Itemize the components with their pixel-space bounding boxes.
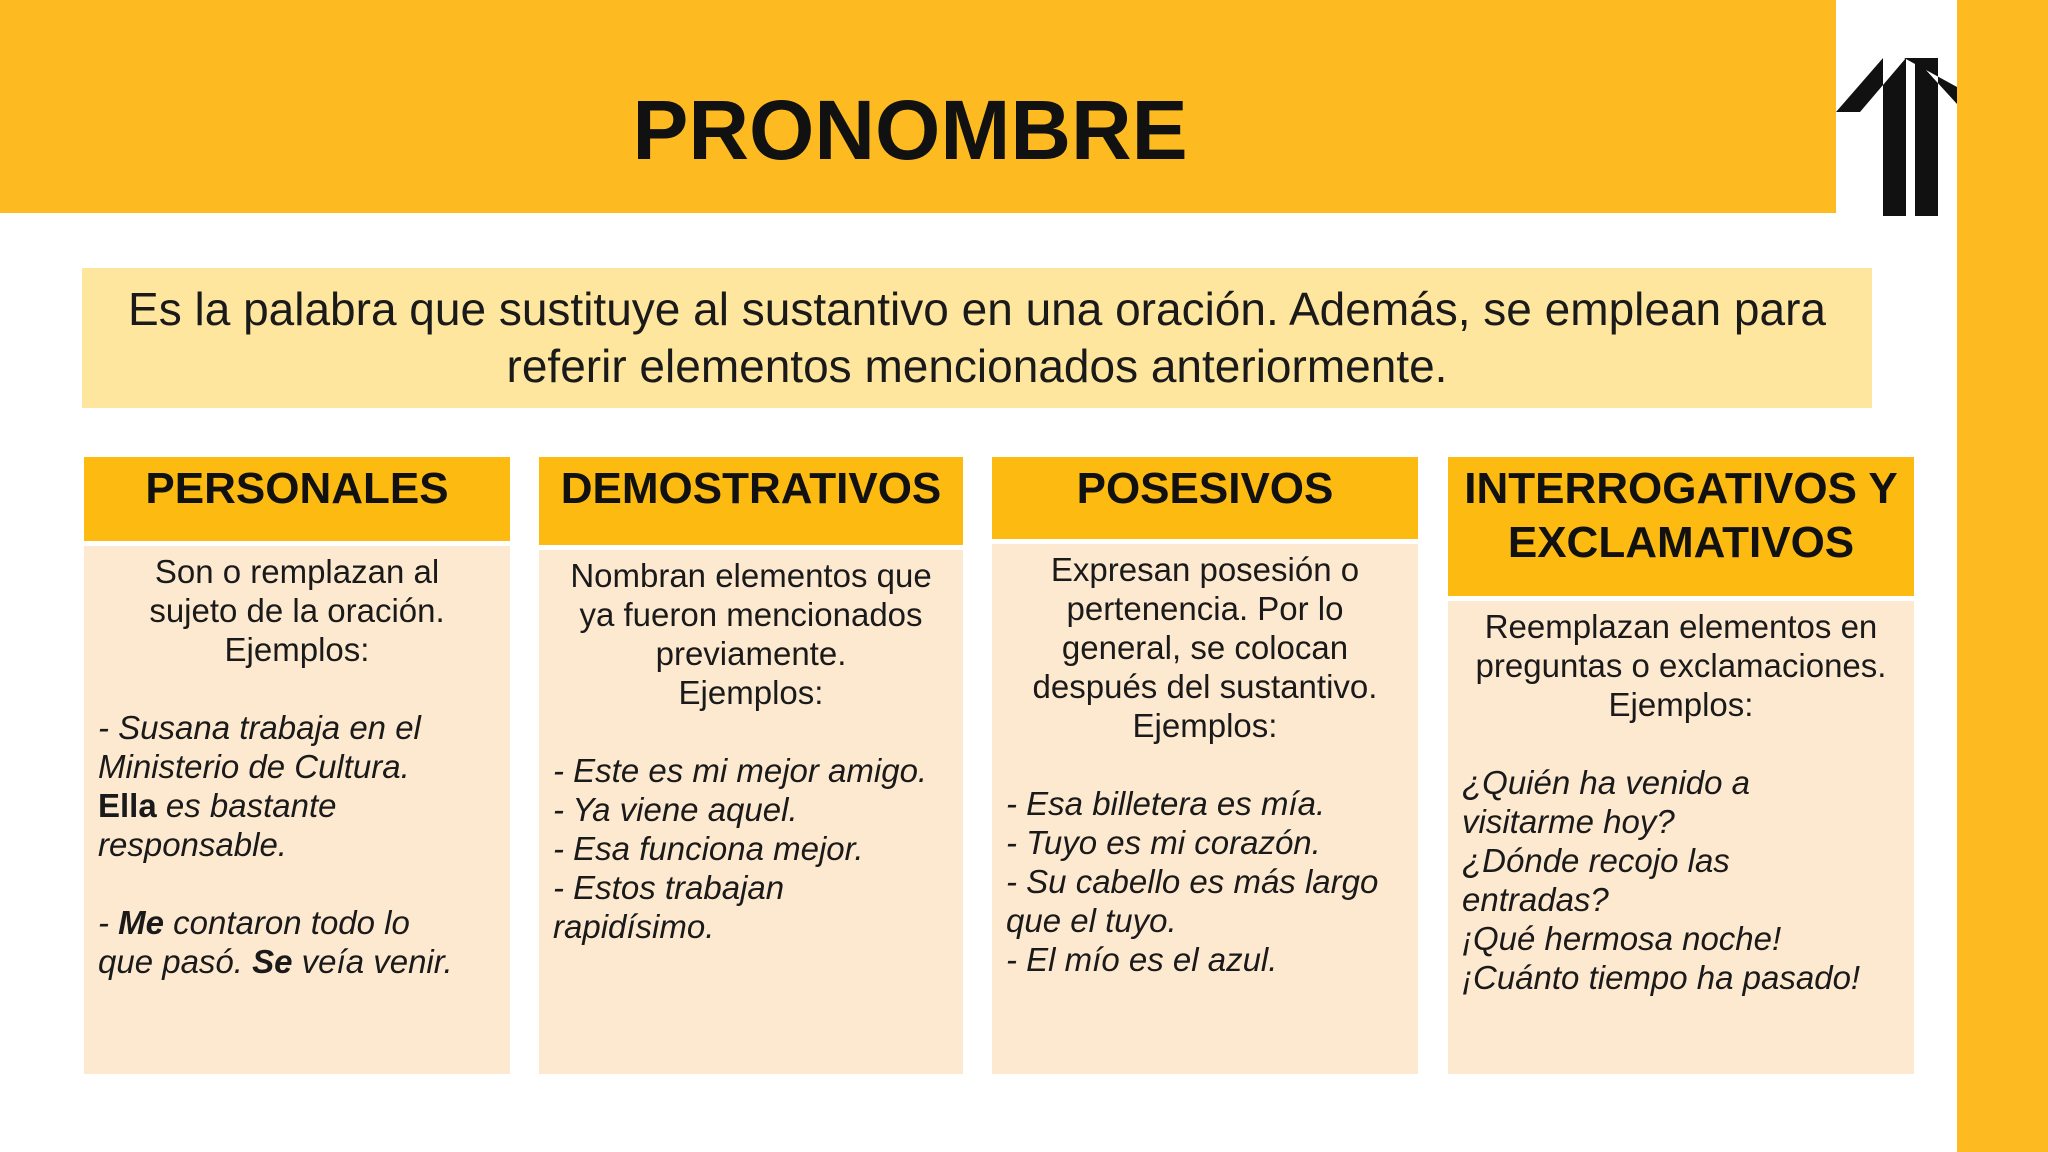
card-title: POSESIVOS [1076,464,1334,513]
card-header [1448,457,1914,596]
card-description: Expresan posesión o pertenencia. Por lo general, se colocan después del sustantivo. Ejemplos: [1032,551,1378,744]
logo [1836,0,1957,216]
example-list: - Este es mi mejor amigo. - Ya viene aquel. - Esa funciona mejor. - Estos trabajan rapidísimo. [553,752,928,945]
definition-box [82,268,1872,408]
card-header [539,457,963,545]
right-accent-strip [1957,0,2048,1152]
example-list: ¿Quién ha venido a visitarme hoy? ¿Dónde recojo las entradas? ¡Qué hermosa noche! ¡Cuánto tiempo ha pasado! [1462,764,1861,996]
card-title: DEMOSTRATIVOS [560,464,942,513]
definition-text: Es la palabra que sustituye al sustantivo en una oración. Además, se emplean para referir elementos mencionados anteriormente. [128,283,1826,392]
example-list: - Esa billetera es mía. - Tuyo es mi corazón. - Su cabello es más largo que el tuyo. - El mío es el azul. [1006,785,1379,978]
example-list: - Me contaron todo lo que pasó. Se veía venir. [98,904,453,980]
card-description: Son o remplazan al sujeto de la oración. Ejemplos: [149,553,445,668]
card-body [84,546,510,1074]
card-header [84,457,510,541]
card-description: Nombran elementos que ya fueron mencionados previamente. Ejemplos: [570,557,932,711]
card-title-line: INTERROGATIVOS Y [1464,464,1898,513]
card-body [539,550,963,1074]
example-list: - Susana trabaja en el Ministerio de Cultura. Ella es bastante responsable. [98,709,421,863]
card-body [1448,601,1914,1074]
card-body [992,544,1418,1074]
card-title: PERSONALES [145,464,449,513]
card-description: Reemplazan elementos en preguntas o exclamaciones. Ejemplos: [1475,608,1887,723]
double-upward-arrows-logo-icon [1836,0,1957,216]
card-title-line: EXCLAMATIVOS [1507,518,1855,567]
slide-title: PRONOMBRE [632,83,1188,177]
card-header [992,457,1418,539]
